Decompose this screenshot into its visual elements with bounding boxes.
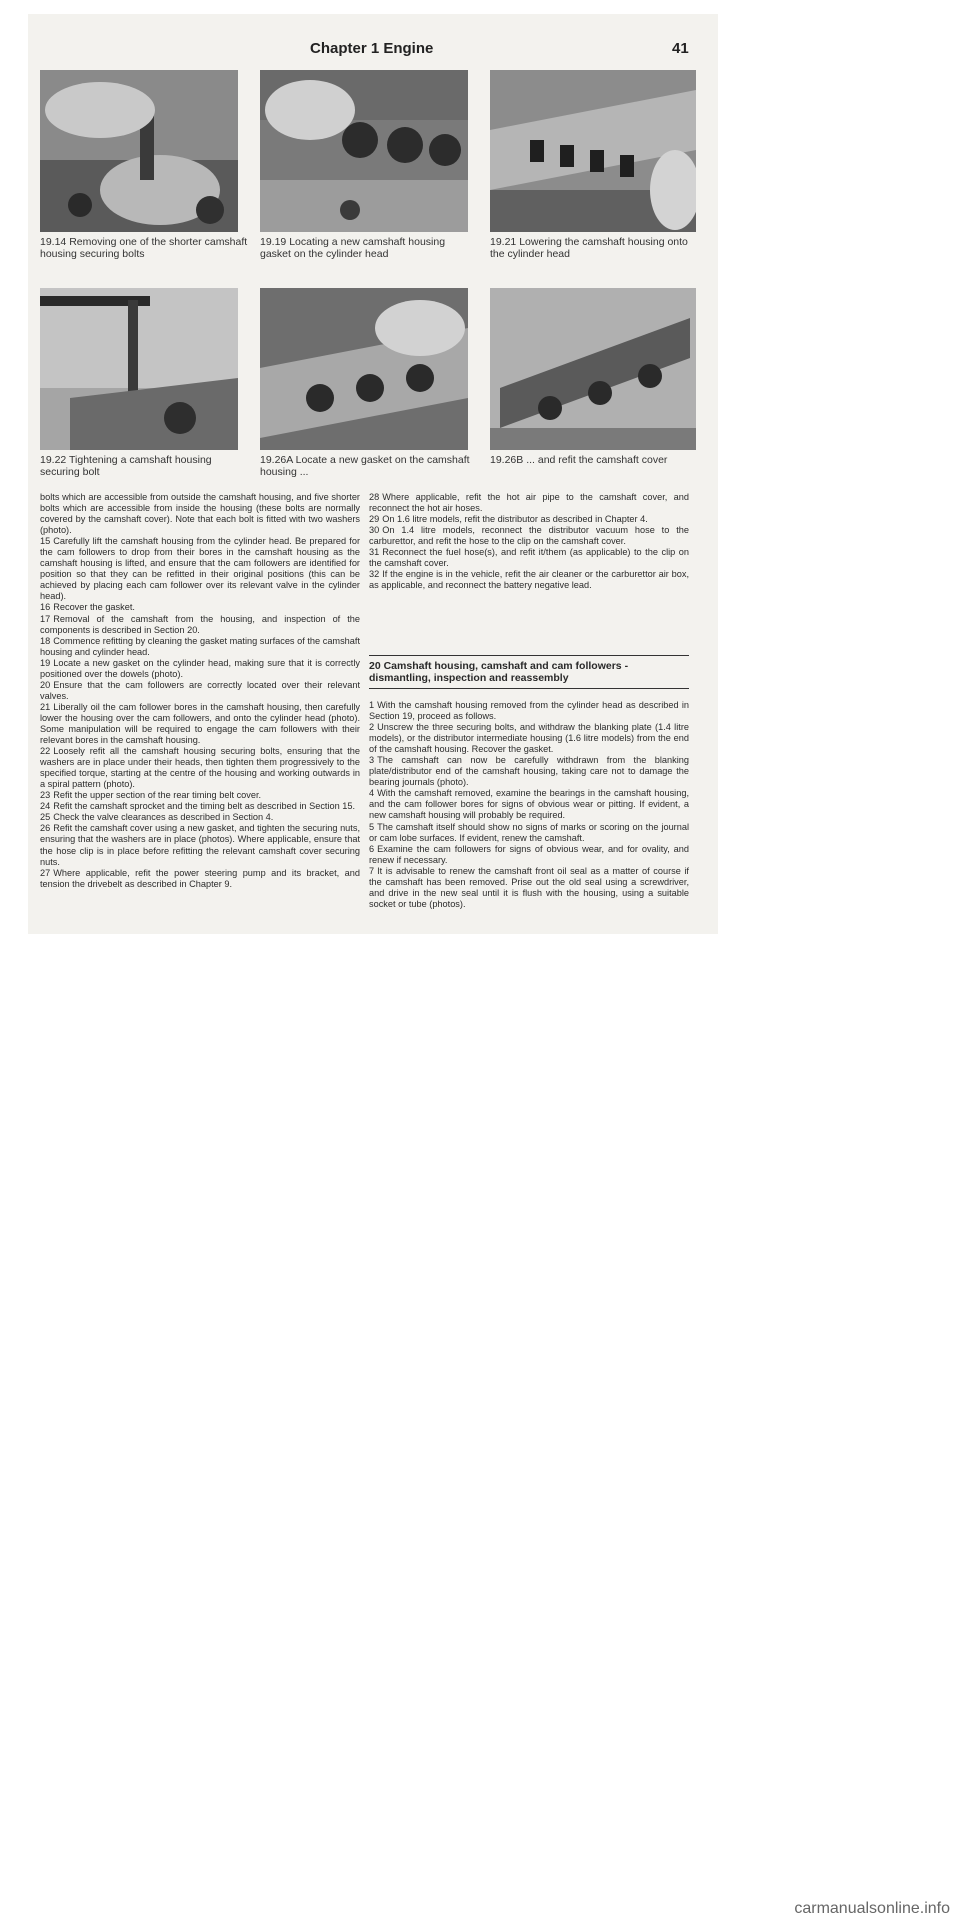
photo-19-19 xyxy=(260,70,468,232)
paragraph: 20 Ensure that the cam followers are correctly located over their relevant valves. xyxy=(40,679,360,701)
photo-19-26b xyxy=(490,288,696,450)
photo-19-26a xyxy=(260,288,468,450)
caption-19-22: 19.22 Tightening a camshaft housing securing bolt xyxy=(40,454,212,478)
right-text-column-bottom xyxy=(369,700,689,910)
paragraph: 26 Refit the camshaft cover using a new gasket, and tighten the securing nuts, ensuring that the washers are in place (photos). Where applicable, ensure that the hose clip is in place before refitting the relevant camshaft cover securing nuts. xyxy=(40,823,360,867)
paragraph: 18 Commence refitting by cleaning the gasket mating surfaces of the camshaft housing and cylinder head. xyxy=(40,635,360,657)
caption-19-14: 19.14 Removing one of the shorter camshaft housing securing bolts xyxy=(40,236,248,260)
paragraph: 16 Recover the gasket. xyxy=(40,602,135,613)
chapter-title: Chapter 1 Engine xyxy=(310,40,434,57)
paragraph: 30 On 1.4 litre models, reconnect the distributor vacuum hose to the carburettor, and refit the hose to the clip on the camshaft cover. xyxy=(369,525,689,547)
photo-19-21 xyxy=(490,70,696,232)
right-text-column-top xyxy=(369,492,689,591)
paragraph: 7 It is advisable to renew the camshaft front oil seal as a matter of course if the camshaft has been removed. Prise out the old seal using a screwdriver, and drive in the new seal until it is flush with the housing, using a suitable socket or tube (photos). xyxy=(369,865,689,909)
caption-19-26a: 19.26A Locate a new gasket on the camshaft housing ... xyxy=(260,454,470,478)
paragraph: 24 Refit the camshaft sprocket and the timing belt as described in Section 15. xyxy=(40,801,356,812)
caption-19-26b: 19.26B ... and refit the camshaft cover xyxy=(490,454,668,466)
paragraph: 15 Carefully lift the camshaft housing from the cylinder head. Be prepared for the cam followers to drop from their bores in the camshaft housing as the camshaft housing is lifted, and ensure that the cam followers are identified for position so that they can be refitted in their original positions (this can be achieved by placing each cam follower over its relevant valve in the cylinder head). xyxy=(40,536,360,602)
left-text-column xyxy=(40,492,360,890)
caption-19-19: 19.19 Locating a new camshaft housing gasket on the cylinder head xyxy=(260,236,446,260)
paragraph: 4 With the camshaft removed, examine the bearings in the camshaft housing, and the cam follower bores for signs of obvious wear or pitting. If evident, a new camshaft housing will probably be required. xyxy=(369,788,689,821)
paragraph: 23 Refit the upper section of the rear timing belt cover. xyxy=(40,790,262,801)
paragraph: 27 Where applicable, refit the power steering pump and its bracket, and tension the drivebelt as described in Chapter 9. xyxy=(40,867,360,889)
paragraph: 29 On 1.6 litre models, refit the distributor as described in Chapter 4. xyxy=(369,514,648,525)
paragraph: 22 Loosely refit all the camshaft housing securing bolts, ensuring that the washers are in place under their heads, then tighten them progressively to the specified torque, starting at the centre of the housing and working outwards in a spiral pattern (photo). xyxy=(40,746,360,790)
section-heading: 20 Camshaft housing, camshaft and cam followers - dismantling, inspection and reassembly xyxy=(369,655,689,689)
paragraph: 17 Removal of the camshaft from the housing, and inspection of the components is described in Section 20. xyxy=(40,613,360,635)
photo-19-22 xyxy=(40,288,238,450)
paragraph: bolts which are accessible from outside the camshaft housing, and five shorter bolts which are accessible from inside the housing (these bolts are normally covered by the camshaft cover). Note that each bolt is fitted with two washers (photo). xyxy=(40,492,360,536)
page-number: 41 xyxy=(672,40,689,57)
photo-19-14 xyxy=(40,70,238,232)
paragraph: 3 The camshaft can now be carefully withdrawn from the blanking plate/distributor end of the camshaft housing, taking care not to damage the bearing journals (photo). xyxy=(369,755,689,788)
paragraph: 28 Where applicable, refit the hot air pipe to the camshaft cover, and reconnect the hot air hoses. xyxy=(369,492,689,514)
watermark-footer[interactable]: carmanualsonline.info xyxy=(794,1900,950,1917)
page-header xyxy=(0,40,960,64)
paragraph: 1 With the camshaft housing removed from the cylinder head as described in Section 19, proceed as follows. xyxy=(369,700,689,722)
paragraph: 21 Liberally oil the cam follower bores in the camshaft housing, then carefully lower the housing over the cam followers, and onto the cylinder head (photo). Some manipulation will be required to engage the cam followers with their relevant bores in the camshaft housing. xyxy=(40,701,360,746)
paragraph: 31 Reconnect the fuel hose(s), and refit it/them (as applicable) to the clip on the camshaft cover. xyxy=(369,547,689,569)
caption-19-21: 19.21 Lowering the camshaft housing onto the cylinder head xyxy=(490,236,688,260)
paragraph: 2 Unscrew the three securing bolts, and withdraw the blanking plate (1.4 litre models), or the distributor intermediate housing (1.6 litre models) from the end of the camshaft housing. Recover the gasket. xyxy=(369,722,689,755)
paragraph: 19 Locate a new gasket on the cylinder head, making sure that it is correctly positioned over the dowels (photo). xyxy=(40,657,360,679)
paragraph: 6 Examine the cam followers for signs of obvious wear, and for ovality, and renew if necessary. xyxy=(369,843,689,865)
paragraph: 32 If the engine is in the vehicle, refit the air cleaner or the carburettor air box, as applicable, and reconnect the battery negative lead. xyxy=(369,569,689,591)
paragraph: 5 The camshaft itself should show no signs of marks or scoring on the journal or cam lobe surfaces. If evident, renew the camshaft. xyxy=(369,821,689,843)
paragraph: 25 Check the valve clearances as described in Section 4. xyxy=(40,812,274,823)
